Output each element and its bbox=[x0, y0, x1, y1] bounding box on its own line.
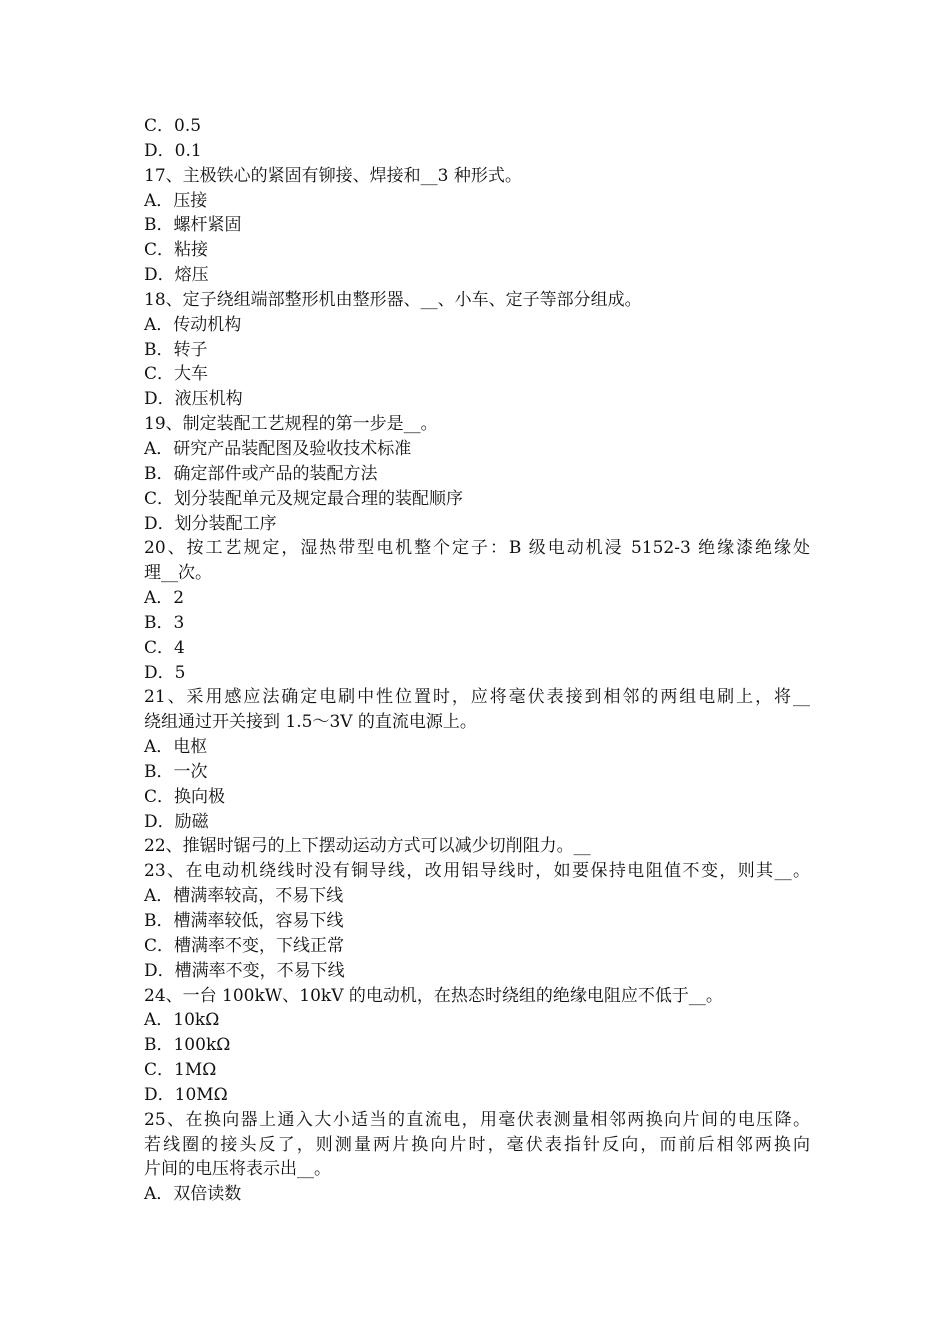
answer-option: D．划分装配工序 bbox=[144, 513, 277, 534]
answer-option: C．划分装配单元及规定最合理的装配顺序 bbox=[144, 488, 464, 509]
question-text: 20、按工艺规定，湿热带型电机整个定子：B 级电动机浸 5152-3 绝缘漆绝缘处 bbox=[144, 538, 810, 559]
answer-option: C．大车 bbox=[144, 364, 209, 385]
question-text-continuation: 绕组通过开关接到 1.5～3V 的直流电源上。 bbox=[144, 712, 477, 733]
question-text: 17、主极铁心的紧固有铆接、焊接和__3 种形式。 bbox=[144, 165, 522, 186]
answer-option: A．双倍读数 bbox=[144, 1184, 242, 1205]
question-text: 23、在电动机绕线时没有铜导线，改用铝导线时，如要保持电阻值不变，则其__。 bbox=[144, 861, 810, 882]
answer-option: B．确定部件或产品的装配方法 bbox=[144, 463, 378, 484]
answer-option: A．研究产品装配图及验收技术标准 bbox=[144, 438, 412, 459]
answer-option: C．换向极 bbox=[144, 786, 226, 807]
answer-option: D．励磁 bbox=[144, 811, 209, 832]
question-text: 21、采用感应法确定电刷中性位置时，应将毫伏表接到相邻的两组电刷上，将__ bbox=[144, 687, 810, 708]
answer-option: C．1MΩ bbox=[144, 1060, 217, 1081]
question-text: 25、在换向器上通入大小适当的直流电，用毫伏表测量相邻两换向片间的电压降。 bbox=[144, 1109, 810, 1130]
answer-option: C．粘接 bbox=[144, 240, 209, 261]
answer-option: A．10kΩ bbox=[144, 1010, 220, 1031]
answer-option: B．一次 bbox=[144, 761, 208, 782]
answer-option: C．4 bbox=[144, 637, 185, 658]
answer-option: D．10MΩ bbox=[144, 1084, 228, 1105]
answer-option: A．2 bbox=[144, 588, 185, 609]
question-text: 24、一台 100kW、10kV 的电动机，在热态时绕组的绝缘电阻应不低于__。 bbox=[144, 985, 723, 1006]
question-text: 22、推锯时锯弓的上下摆动运动方式可以减少切削阻力。__ bbox=[144, 836, 591, 857]
answer-option: D．0.1 bbox=[144, 140, 202, 161]
answer-option: B．100kΩ bbox=[144, 1035, 231, 1056]
answer-option: A．压接 bbox=[144, 190, 208, 211]
question-text: 19、制定装配工艺规程的第一步是__。 bbox=[144, 414, 438, 435]
answer-option: A．传动机构 bbox=[144, 314, 242, 335]
answer-option: A．槽满率较高，不易下线 bbox=[144, 886, 344, 907]
question-text-continuation: 理__次。 bbox=[144, 563, 212, 584]
answer-option: B．螺杆紧固 bbox=[144, 215, 242, 236]
answer-option: D．熔压 bbox=[144, 265, 209, 286]
answer-option: D．5 bbox=[144, 662, 186, 683]
answer-option: A．电枢 bbox=[144, 737, 208, 758]
answer-option: C．0.5 bbox=[144, 116, 202, 136]
answer-option: B．3 bbox=[144, 612, 185, 633]
answer-option: D．槽满率不变，不易下线 bbox=[144, 960, 345, 981]
question-text-continuation: 片间的电压将表示出__。 bbox=[144, 1159, 331, 1180]
document-body bbox=[144, 114, 810, 1207]
answer-option: D．液压机构 bbox=[144, 389, 243, 410]
answer-option: B．槽满率较低，容易下线 bbox=[144, 911, 344, 931]
question-text-continuation: 若线圈的接头反了，则测量两片换向片时，毫伏表指针反向，而前后相邻两换向 bbox=[144, 1134, 810, 1155]
answer-option: B．转子 bbox=[144, 339, 208, 360]
question-text: 18、定子绕组端部整形机由整形器、__、小车、定子等部分组成。 bbox=[144, 289, 642, 310]
answer-option: C．槽满率不变，下线正常 bbox=[144, 935, 345, 956]
